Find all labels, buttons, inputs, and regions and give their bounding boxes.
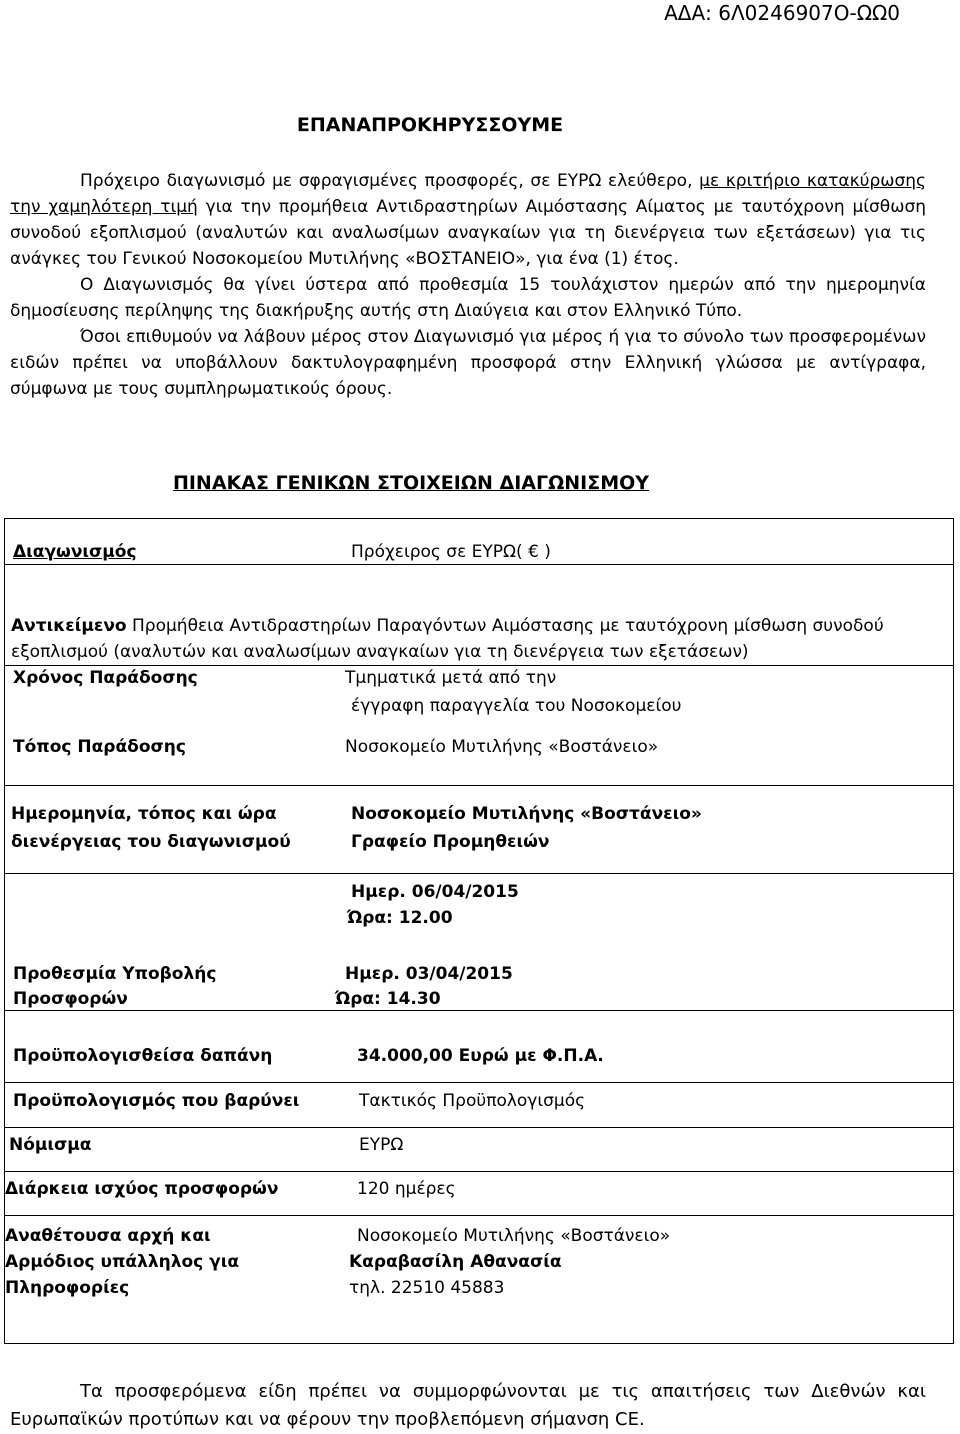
document-title: ΕΠΑΝΑΠΡΟΚΗΡΥΣΣΟΥΜΕ <box>296 114 564 136</box>
ada-code: ΑΔΑ: 6Λ0246907Ο-ΩΩ0 <box>664 1 900 25</box>
value-diagonismos: Πρόχειρος σε ΕΥΡΩ( € ) <box>351 542 551 562</box>
table-title <box>0 470 822 496</box>
value-diarkeia: 120 ημέρες <box>357 1179 456 1199</box>
intro-p1-underlined: με κριτήριο κατακύρωσης την χαμηλότερη τιμή <box>10 171 926 217</box>
value-imerominia-date: Ημερ. 06/04/2015 <box>351 882 519 902</box>
label-diagonismos: Διαγωνισμός <box>13 542 137 562</box>
label-anathetousa-1: Αναθέτουσα αρχή και <box>5 1226 211 1246</box>
label-nomisma: Νόμισμα <box>9 1135 92 1155</box>
row-antikeimeno <box>11 613 884 639</box>
value-anathetousa-2: Καραβασίλη Αθανασία <box>349 1252 562 1272</box>
row-divider <box>5 785 953 786</box>
label-diarkeia: Διάρκεια ισχύος προσφορών <box>5 1179 279 1199</box>
value-antikeimeno-line2: εξοπλισμού (αναλυτών και αναλωσίμων αναγκαίων για τη διενέργεια των εξετάσεων) <box>11 642 749 662</box>
value-xronos-1: Τμηματικά μετά από την <box>345 668 557 688</box>
value-antikeimeno: Προμήθεια Αντιδραστηρίων Παραγόντων Αιμόστασης με ταυτόχρονη μίσθωση συνοδού <box>126 616 884 636</box>
row-divider <box>5 1127 953 1128</box>
label-prothesmia-2: Προσφορών <box>13 989 128 1009</box>
row-divider <box>5 1171 953 1172</box>
intro-p1-rest: για την προμήθεια Αντιδραστηρίων Αιμόστασης Αίματος με ταυτόχρονη μίσθωση συνοδού εξοπλισμού (αναλυτών και αναλωσίμων αναγκαίων για τη διενέργεια των εξετάσεων) για τις ανάγκες του Γενικού Νοσοκομείου Μυτιλήνης «ΒΟΣΤΑΝΕΙΟ», για ένα (1) έτος. <box>10 197 926 269</box>
footer-text: Τα προσφερόμενα είδη πρέπει να συμμορφώνονται με τις απαιτήσεις των Διεθνών και Ευρωπαϊκών προτύπων και να φέρουν την προβλεπόμενη σήμανση CE. <box>10 1381 926 1430</box>
table-title-text: ΠΙΝΑΚΑΣ ΓΕΝΙΚΩΝ ΣΤΟΙΧΕΙΩΝ ΔΙΑΓΩΝΙΣΜΟΥ <box>172 472 650 494</box>
intro-paragraph-2: Ο Διαγωνισμός θα γίνει ύστερα από προθεσμία 15 τουλάχιστον ημερών από την ημερομηνία δημοσίευσης περίληψης της διακήρυξης αυτής στη Διαύγεια και στον Ελληνικό Τύπο. <box>10 275 926 321</box>
label-topos-paradosis: Τόπος Παράδοσης <box>13 737 186 757</box>
intro-p1-text: Πρόχειρο διαγωνισμό με σφραγισμένες προσφορές, σε ΕΥΡΩ ελεύθερο, <box>80 171 700 191</box>
general-info-table <box>4 518 954 1344</box>
intro-section <box>10 168 926 402</box>
label-proypologismos: Προϋπολογισμός που βαρύνει <box>13 1091 300 1111</box>
value-prothesmia-date: Ημερ. 03/04/2015 <box>345 964 513 984</box>
label-imerominia-2: διενέργειας του διαγωνισμού <box>11 832 291 852</box>
intro-paragraph-1 <box>10 168 926 272</box>
value-imerominia-time: Ώρα: 12.00 <box>347 908 453 928</box>
value-nomisma: ΕΥΡΩ <box>359 1135 404 1155</box>
label-anathetousa-2: Αρμόδιος υπάλληλος για <box>5 1252 240 1272</box>
value-anathetousa-1: Νοσοκομείο Μυτιλήνης «Βοστάνειο» <box>357 1226 671 1246</box>
label-xronos-paradosis: Χρόνος Παράδοσης <box>13 668 198 688</box>
value-prothesmia-time: Ώρα: 14.30 <box>335 989 441 1009</box>
label-prothesmia-1: Προθεσμία Υποβολής <box>13 964 217 984</box>
intro-paragraph-3: Όσοι επιθυμούν να λάβουν μέρος στον Διαγωνισμό για μέρος ή για το σύνολο των προσφερομένων ειδών πρέπει να υποβάλλουν δακτυλογραφημένη προσφορά στην Ελληνική γλώσσα με αντίγραφα, σύμφωνα με τους συμπληρωματικούς όρους. <box>10 327 926 399</box>
value-anathetousa-3: τηλ. 22510 45883 <box>349 1278 505 1298</box>
label-imerominia-1: Ημερομηνία, τόπος και ώρα <box>11 804 277 824</box>
footer-note <box>10 1378 926 1434</box>
value-topos-paradosis: Νοσοκομείο Μυτιλήνης «Βοστάνειο» <box>345 737 659 757</box>
value-xronos-2: έγγραφη παραγγελία του Νοσοκομείου <box>351 696 682 716</box>
label-dapani: Προϋπολογισθείσα δαπάνη <box>13 1046 273 1066</box>
value-dapani: 34.000,00 Ευρώ με Φ.Π.Α. <box>357 1046 604 1066</box>
value-proypologismos: Τακτικός Προϋπολογισμός <box>359 1091 586 1111</box>
label-anathetousa-3: Πληροφορίες <box>5 1278 130 1298</box>
row-divider <box>5 873 953 874</box>
row-divider <box>5 1215 953 1216</box>
label-antikeimeno: Αντικείμενο <box>11 616 127 636</box>
row-divider <box>5 1082 953 1083</box>
value-imerominia-2: Γραφείο Προμηθειών <box>351 832 550 852</box>
row-divider <box>5 1010 953 1011</box>
value-imerominia-1: Νοσοκομείο Μυτιλήνης «Βοστάνειο» <box>351 804 702 824</box>
